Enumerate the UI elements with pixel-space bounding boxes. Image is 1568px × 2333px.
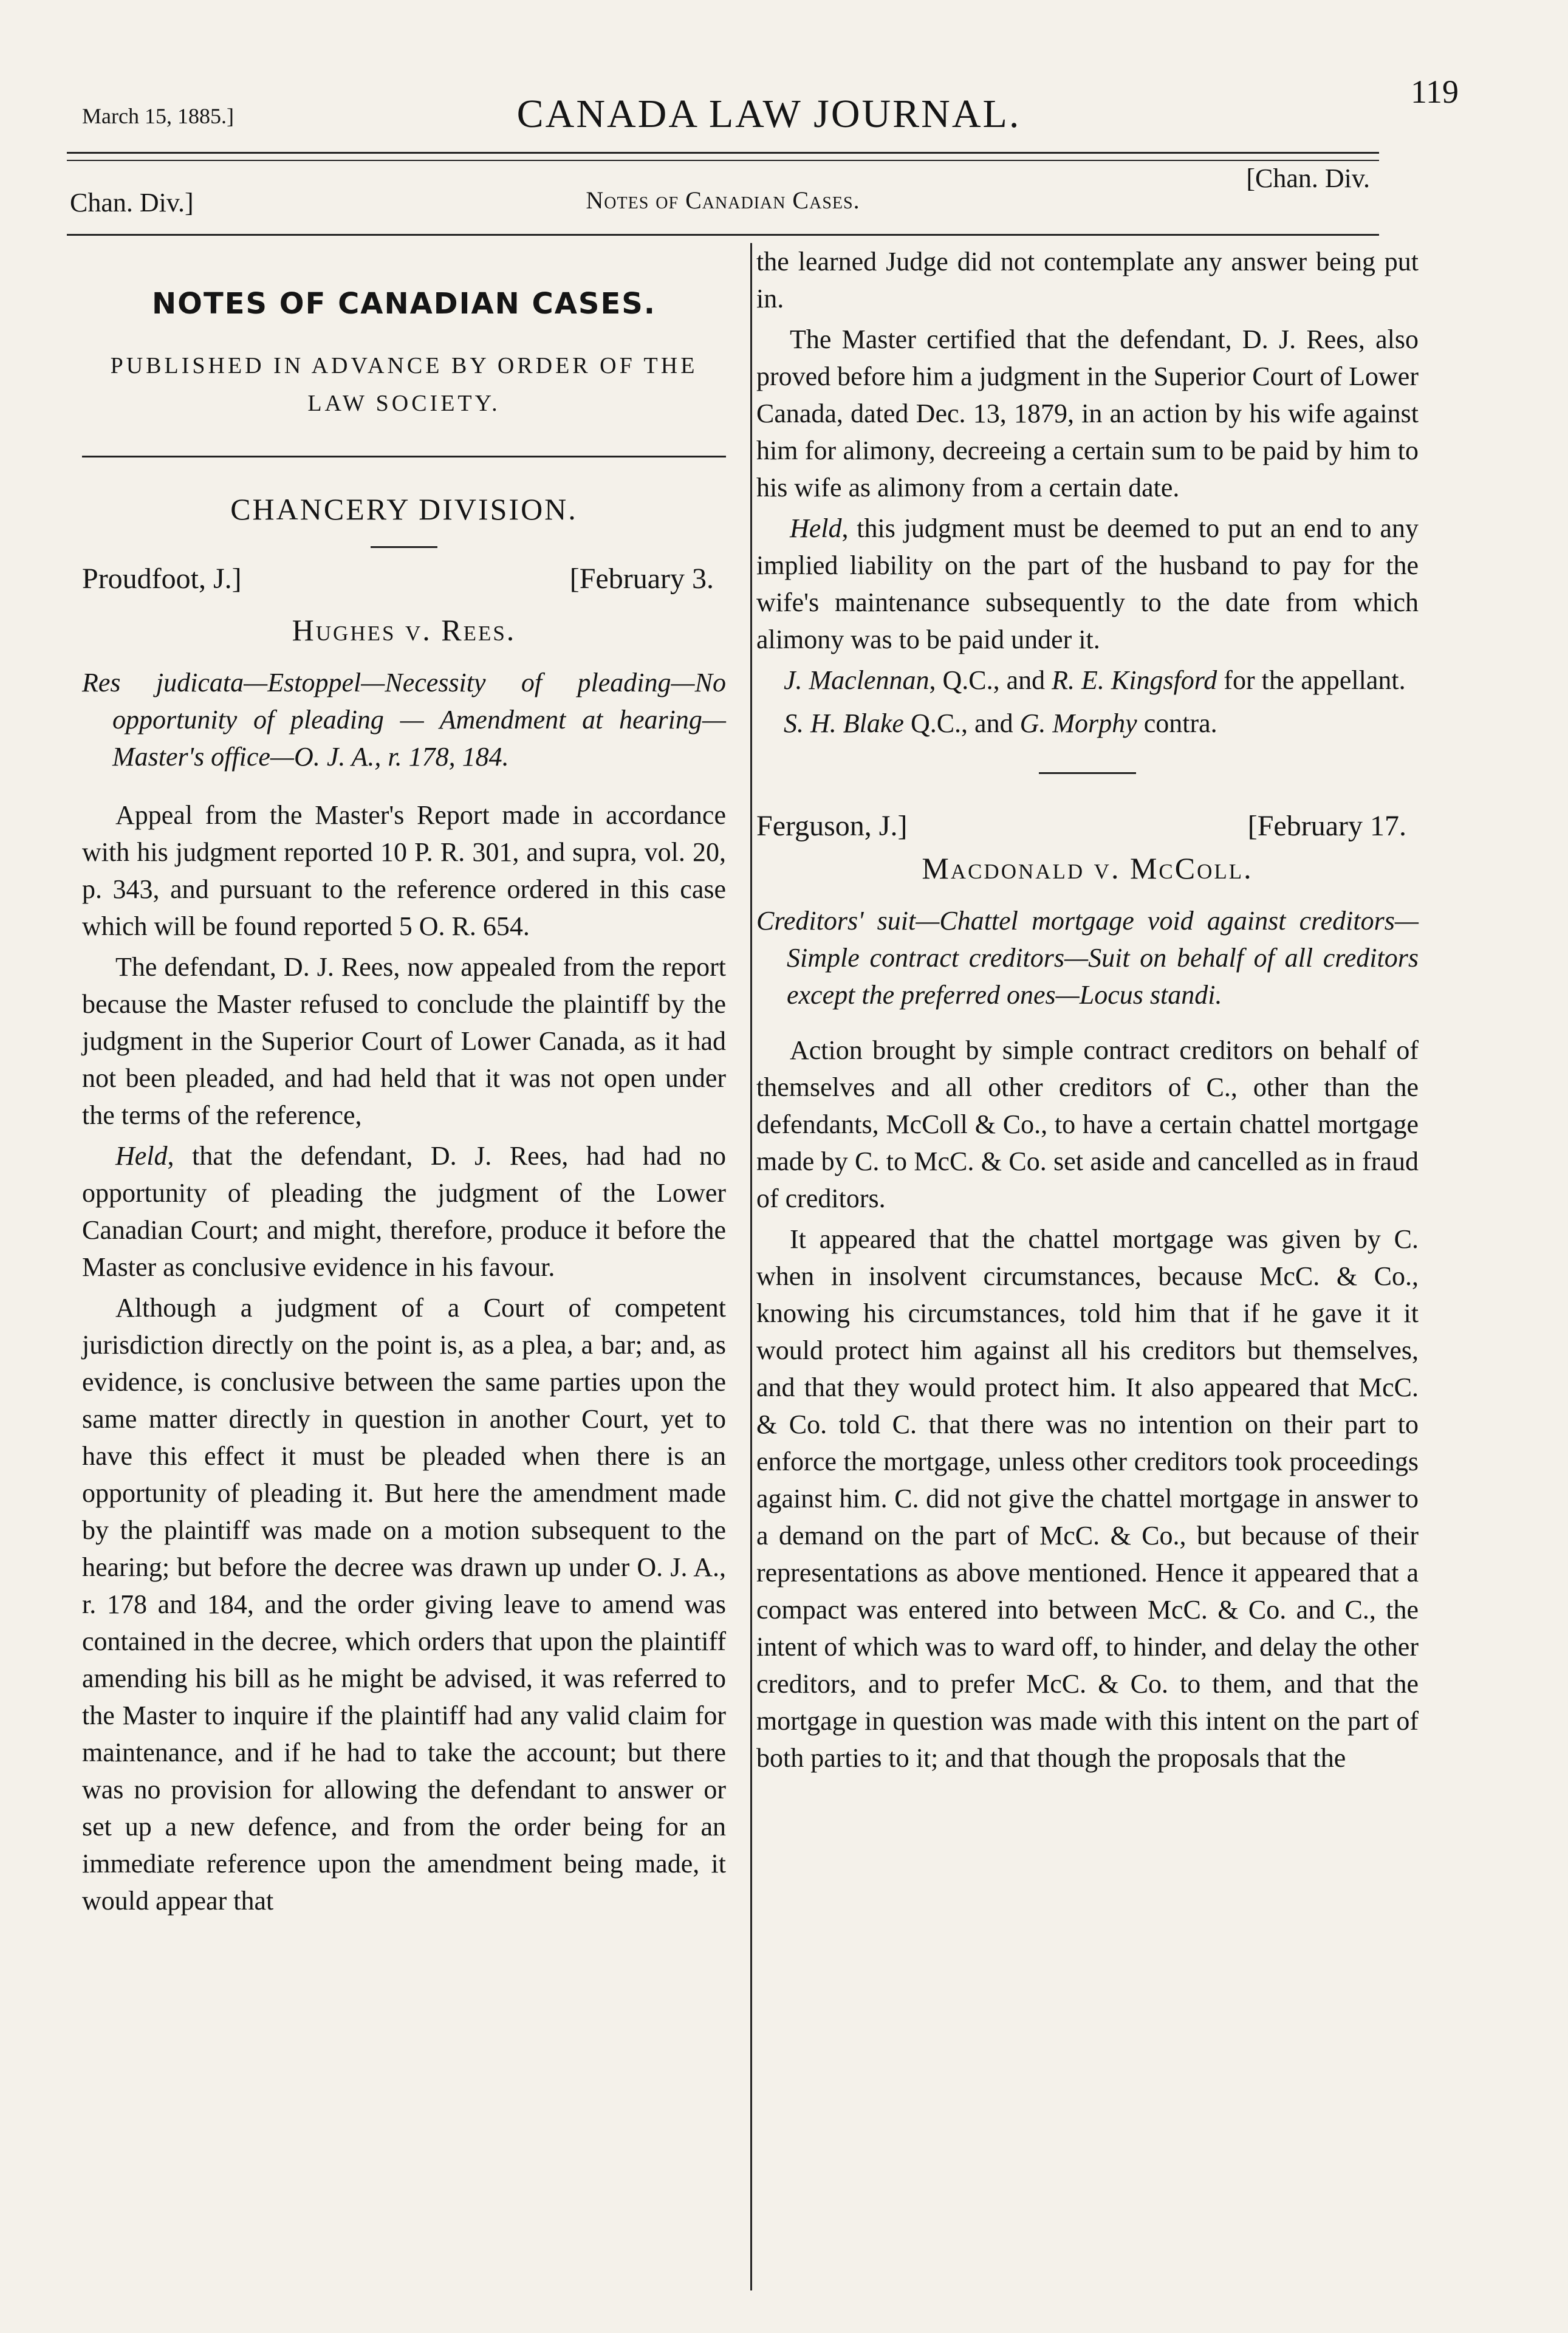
case1-title: Hughes v. Rees.	[292, 613, 516, 647]
case1-judge: Proudfoot, J.]	[82, 563, 242, 595]
counsel-contra	[756, 705, 1419, 742]
held-text: , that the defendant, D. J. Rees, had had no opportunity of pleading the judgment of the Lower Canadian Court; and might, therefore, produce it before the Master as conclusive evidence in his favour.	[82, 1141, 726, 1282]
counsel-name: G. Morphy	[1019, 708, 1137, 738]
case2-judge-line	[756, 801, 1419, 844]
case1-held-second	[756, 510, 1419, 658]
case1-date: [February 3.	[569, 563, 714, 595]
counsel-joiner: Q.C., and	[903, 708, 1020, 738]
running-head	[79, 73, 1459, 146]
sub-head	[67, 163, 1379, 218]
page-number: 119	[1411, 74, 1459, 110]
counsel-joiner: , Q.C., and	[929, 665, 1052, 695]
case1-judge-line	[82, 554, 726, 597]
case1-held	[82, 1137, 726, 1286]
counsel-role: contra.	[1137, 708, 1217, 738]
counsel-name: S. H. Blake	[784, 708, 904, 738]
case1-paragraph: The defendant, D. J. Rees, now appealed from the report because the Master refused to conclude the plaintiff by the judgment in the Superior Court of Lower Canada, as it had not been pleaded, and had held that it was not open under the terms of the reference,	[82, 952, 726, 1130]
case-separator-rule	[1039, 772, 1136, 774]
case2-paragraph: Action brought by simple contract creditors on behalf of themselves and all other creditors of C., other than the defendants, McColl & Co., to have a certain chattel mortgage made by C. to McC. & Co. set aside and cancelled as in fraud of creditors.	[756, 1035, 1419, 1213]
section-subtitle: PUBLISHED IN ADVANCE BY ORDER OF THE LAW SOCIETY.	[110, 353, 698, 416]
case2-title: Macdonald v. McColl.	[922, 851, 1253, 885]
issue-date: March 15, 1885.]	[82, 104, 234, 128]
right-column	[756, 243, 1419, 1780]
case1-paragraph: Although a judgment of a Court of competent jurisdiction directly on the point is, as a plea, a bar; and, as evidence, is conclusive between the same parties upon the same matter directly in question in another Court, yet to have this effect it must be pleaded when there is an opportunity of pleading it. But here the amendment made by the plaintiff was made on a motion subsequent to the hearing; but before the decree was drawn up under O. J. A., r. 178 and 184, and the order giving leave to amend was contained in the decree, which orders that upon the plaintiff amending his bill as he might be advised, it was referred to the Master to inquire if the plaintiff had any valid claim for maintenance, and if he had to take the account; but there was no provision for allowing the defendant to answer or set up a new defence, and from the order being for an immediate reference upon the amendment being made, it would appear that	[82, 1293, 726, 1916]
header-double-rule	[67, 152, 1379, 161]
case1-continuation: the learned Judge did not contemplate any answer being put in.	[756, 247, 1419, 313]
case1-headnote: Res judicata—Estoppel—Necessity of pleading—No opportunity of pleading — Amendment at hearing—Master's office—O. J. A., r. 178, 184.	[82, 668, 726, 772]
held-text: , this judgment must be deemed to put an end to any implied liability on the part of the husband to pay for the wife's maintenance subsequently to the date from which alimony was to be paid under it.	[756, 513, 1419, 654]
header-rule	[67, 234, 1379, 236]
case2-date: [February 17.	[1247, 810, 1406, 842]
journal-title: CANADA LAW JOURNAL.	[516, 92, 1021, 136]
counsel-appellant	[756, 662, 1419, 699]
division-heading: CHANCERY DIVISION.	[230, 492, 578, 526]
counsel-role: for the appellant.	[1217, 665, 1406, 695]
case1-master-paragraph: The Master certified that the defendant, D. J. Rees, also proved before him a judgment in the Superior Court of Lower Canada, dated Dec. 13, 1879, in an action by his wife against him for alimony, decreeing a certain sum to be paid by him to his wife as alimony from a certain date.	[756, 324, 1419, 502]
division-rule	[371, 546, 437, 548]
held-label: Held	[790, 513, 842, 543]
sub-head-right: [Chan. Div.	[1246, 163, 1370, 193]
section-title: NOTES OF CANADIAN CASES.	[151, 287, 657, 321]
case2-headnote: Creditors' suit—Chattel mortgage void against creditors—Simple contract creditors—Suit on behalf of all creditors except the preferred ones—Locus standi.	[756, 906, 1419, 1010]
held-label: Held	[115, 1141, 168, 1171]
case2-paragraph: It appeared that the chattel mortgage was given by C. when in insolvent circumstances, because McC. & Co., knowing his circumstances, told him that if he gave it it would protect him against all his creditors but themselves, and that they would protect him. It also appeared that McC. & Co. told C. that there was no intention on their part to enforce the mortgage, unless other creditors took proceedings against him. C. did not give the chattel mortgage in answer to a demand on the part of McC. & Co., but because of their representations as above mentioned. Hence it appeared that a compact was entered into between McC. & Co. and C., the intent of which was to ward off, to hinder, and delay the other creditors, and to prefer McC. & Co. to them, and that the mortgage in question was made with this intent on the part of both parties to it; and that though the proposals that the	[756, 1224, 1419, 1773]
case1-paragraph: Appeal from the Master's Report made in accordance with his judgment reported 10 P. R. 301, and supra, vol. 20, p. 343, and pursuant to the reference ordered in this case which will be found reported 5 O. R. 654.	[82, 800, 726, 941]
column-divider	[750, 243, 752, 2290]
case2-judge: Ferguson, J.]	[756, 810, 908, 842]
counsel-name: J. Maclennan	[784, 665, 930, 695]
counsel-name: R. E. Kingsford	[1052, 665, 1217, 695]
section-rule	[82, 456, 726, 457]
sub-head-center: Notes of Canadian Cases.	[586, 187, 860, 214]
sub-head-left: Chan. Div.]	[70, 188, 194, 218]
left-column	[82, 243, 726, 1923]
